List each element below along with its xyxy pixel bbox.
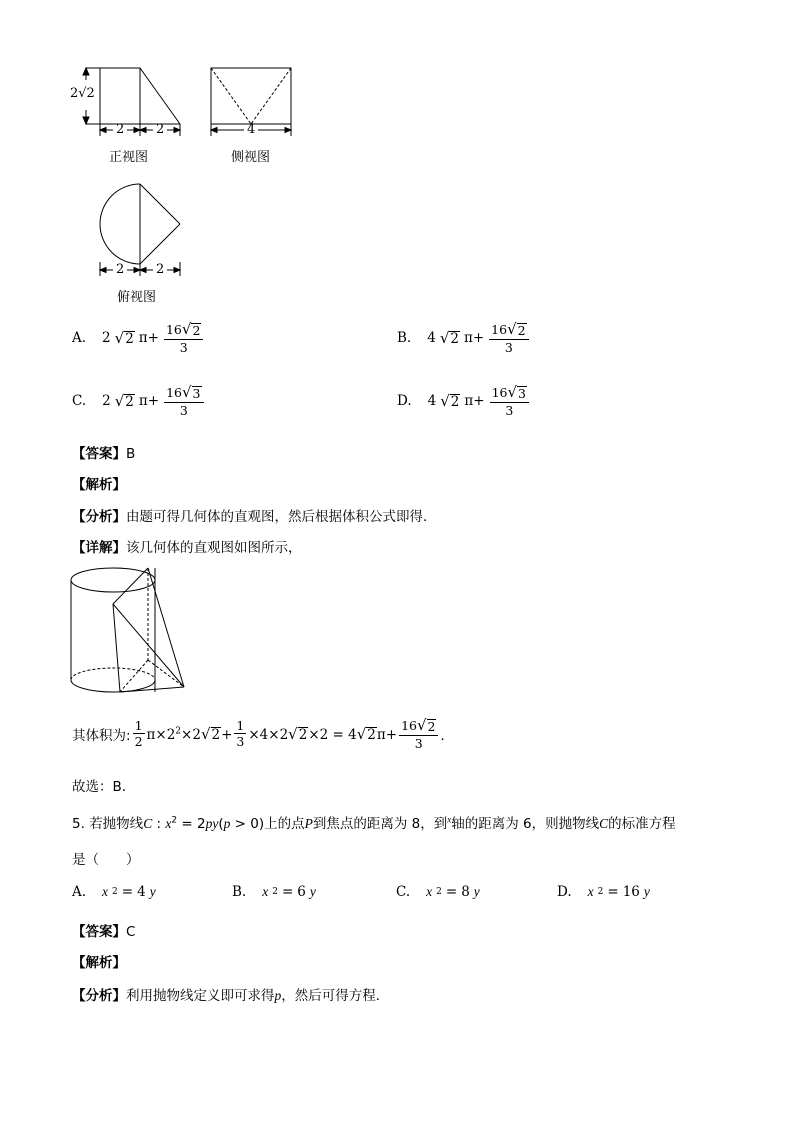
option-coef: 4 [427,392,437,409]
option-rhs: 8 [461,884,470,900]
option-rhs: 6 [297,884,306,900]
option-coef: 2 [102,392,111,409]
q5-jiexi: 【解析】 [72,955,126,971]
fenxi-text-b: ，然后可得方程． [281,988,390,1004]
q4-option-b[interactable]: B. 4 √ 2 π+ 16 √ 2 3 [397,322,530,354]
frac-num: 16 [166,385,182,400]
q4-answer [72,442,135,462]
q5-text-a: 若抛物线 [89,816,144,832]
option-letter: C. [396,884,411,900]
q5-text-d: 轴的距离为 6，则抛物线 [451,816,600,832]
frac-den: 3 [505,402,514,418]
fenxi-text-a: 利用抛物线定义即可求得 [126,988,275,1004]
volume-prefix: 其体积为: [72,727,131,744]
q4-jiexi: 【解析】 [72,477,126,493]
frac-num: 16 [491,385,508,400]
frac-den: 3 [504,339,513,355]
answer-tag: 【答案】 [72,924,126,940]
q5-option-d[interactable]: D. x 2 = 16 y [557,884,650,900]
q4-fenxi [72,505,437,525]
option-letter: A. [72,884,87,900]
q5-option-c[interactable]: C. x 2 = 8 y [396,884,480,900]
front-view-caption: 正视图 [109,150,149,165]
answer-tag: 【答案】 [72,446,126,462]
q5-stem-line1: 5. 若抛物线C : $x^2 = 2py(p > 0)$上的点P到焦点的距离为 8，到$^x$轴的距离为 6，则抛物线C的标准方程 [72,814,676,832]
answer-value: B [126,446,136,462]
q5-text-c: 到焦点的距离为 8，到 [312,816,448,832]
q4-option-c[interactable]: C. 2 √ 2 π+ 16 √ 3 3 [72,385,205,417]
top-view [100,184,180,276]
top-view-caption: 俯视图 [117,290,157,305]
front-dim-right: 2 [156,122,165,137]
option-letter: A. [72,329,87,346]
q5-math-c: C [143,816,153,831]
frac-den: 3 [179,339,188,355]
q4-xiangjie [72,536,302,556]
xiangjie-tag: 【详解】 [72,540,126,556]
option-letter: C. [72,392,87,409]
q4-volume-formula: 其体积为: $\frac{1}{2}$ $\pi\times 2^2\times 2$ √ 2 + $\frac{1}{3}$ ×4×2 √ 2 ×2 = 4 √ 2 π+ 16 √ 2 3 ． [72,716,454,751]
front-height-label: 2√2 [70,86,95,101]
frac-rad: 2 [517,323,526,338]
q5-text-e: 的标准方程 [608,816,676,832]
option-letter: B. [397,329,412,346]
frac-rad: 2 [192,323,201,338]
option-letter: D. [397,392,412,409]
q4-choose: 故选：B． [72,779,136,795]
side-dim: 4 [247,122,256,137]
q5-option-b[interactable]: B. x 2 = 6 y [232,884,316,900]
fenxi-tag: 【分析】 [72,509,126,525]
top-dim-right: 2 [156,262,165,277]
q5-fenxi [72,984,389,1004]
frac-rad: 3 [518,386,526,401]
option-coef: 4 [427,329,436,346]
top-dim-left: 2 [116,262,125,277]
solid-figure [60,560,200,710]
q5-answer [72,920,135,940]
frac-den: 3 [179,402,188,418]
option-rhs: 16 [622,884,640,900]
front-view [83,68,180,136]
option-rhs: 4 [137,884,146,900]
q5-number: 5. [72,816,85,832]
q4-option-d[interactable]: D. 4 √ 2 π+ 16 √ 3 3 [397,385,530,417]
option-coef: 2 [102,329,111,346]
front-dim-left: 2 [116,122,125,137]
option-letter: D. [557,884,572,900]
option-letter: B. [232,884,247,900]
answer-value: C [126,924,136,940]
q5-math-p: p [274,988,282,1003]
xiangjie-text: 该几何体的直观图如图所示， [126,540,302,556]
fenxi-tag: 【分析】 [72,988,126,1004]
fenxi-text: 由题可得几何体的直观图，然后根据体积公式即得． [126,509,437,525]
q5-text-b: 上的点 [264,816,305,832]
q4-option-a[interactable]: A. 2 √ 2 π+ 16 √ 2 3 [72,322,204,354]
q5-option-a[interactable]: A. x 2 = 4 y [72,884,156,900]
frac-rad: 3 [192,386,201,401]
side-view-caption: 侧视图 [231,150,271,165]
frac-num: 16 [491,322,508,337]
q5-stem-line2: 是（ ） [72,852,140,868]
frac-num: 16 [165,322,182,337]
